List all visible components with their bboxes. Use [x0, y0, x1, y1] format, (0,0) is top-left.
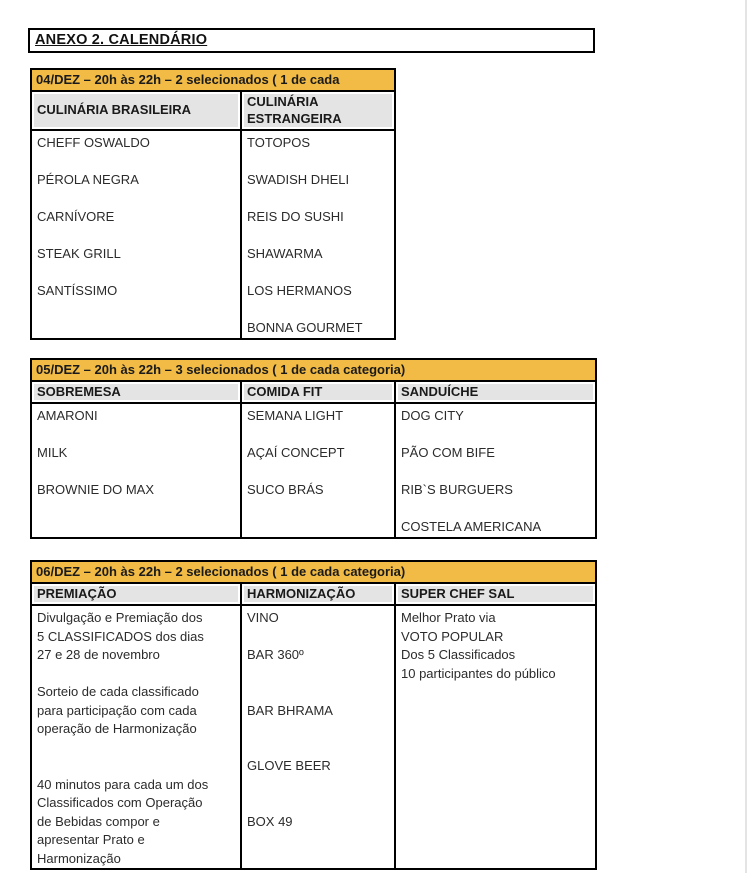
cell-line: VOTO POPULAR: [401, 628, 504, 644]
cell-line: [247, 264, 390, 283]
cell-line: CHEFF OSWALDO: [37, 135, 150, 150]
cell-line: [37, 463, 236, 482]
cell-line: AÇAÍ CONCEPT: [247, 445, 345, 460]
cell-line: BROWNIE DO MAX: [37, 482, 155, 497]
cell-line: BAR BHRAMA: [247, 702, 333, 718]
cell-line: AMARONI: [37, 408, 98, 423]
cell-line: SANTÍSSIMO: [37, 283, 118, 298]
cell-line: Divulgação e Premiação dos: [37, 610, 203, 625]
cell-line: CARNÍVORE: [37, 209, 115, 224]
cell-line: para participação com cada: [37, 702, 197, 718]
table-cell-culinaria-estrangeira: [241, 130, 395, 339]
cell-line: [247, 683, 390, 702]
table-cell-harmonizacao: [241, 605, 395, 869]
cell-line: 40 minutos para cada um dos: [37, 776, 209, 792]
table-cell-comida-fit: [241, 403, 395, 538]
cell-line: 5 CLASSIFICADOS dos dias: [37, 628, 204, 644]
cell-line: RIB`S BURGUERS: [401, 482, 513, 497]
column-header-sobremesa: SOBREMESA: [31, 381, 241, 404]
column-header-comida-fit: COMIDA FIT: [241, 381, 395, 404]
cell-line: MILK: [37, 445, 68, 460]
cell-line: BONNA GOURMET: [247, 320, 363, 335]
cell-line: 27 e 28 de novembro: [37, 647, 160, 662]
column-header-premiacao: PREMIAÇÃO: [31, 583, 241, 606]
cell-line: Sorteio de cada classificado: [37, 684, 199, 699]
calendar-table-05dez: [30, 358, 597, 539]
cell-line: DOG CITY: [401, 408, 464, 423]
cell-line: [247, 463, 390, 482]
table-cell-sobremesa: [31, 403, 241, 538]
cell-line: Harmonização: [37, 850, 121, 866]
cell-line: 10 participantes do público: [401, 665, 556, 681]
table-cell-culinaria-brasileira: [31, 130, 241, 339]
cell-line: [247, 153, 390, 172]
cell-line: operação de Harmonização: [37, 721, 197, 736]
cell-line: SUCO BRÁS: [247, 482, 324, 497]
cell-line: [247, 739, 390, 758]
cell-line: BAR 360º: [247, 647, 304, 662]
cell-line: GLOVE BEER: [247, 758, 331, 773]
cell-line: [401, 500, 591, 519]
cell-line: [247, 665, 390, 684]
cell-line: BOX 49: [247, 813, 293, 829]
cell-line: SEMANA LIGHT: [247, 408, 344, 423]
cell-line: apresentar Prato e: [37, 832, 145, 847]
calendar-table-04dez: [30, 68, 396, 340]
cell-line: Dos 5 Classificados: [401, 647, 516, 662]
cell-line: SHAWARMA: [247, 246, 323, 261]
column-header-super-chef-sal: SUPER CHEF SAL: [395, 583, 596, 606]
title-box: [28, 28, 595, 53]
cell-line: [37, 426, 236, 445]
cell-line: REIS DO SUSHI: [247, 209, 344, 224]
cell-line: [247, 776, 390, 795]
cell-line: [247, 794, 390, 813]
table-cell-super-chef-sal: [395, 605, 596, 869]
column-header-sanduiche: SANDUÍCHE: [395, 381, 596, 404]
column-header-culinaria-estrangeira: CULINÁRIA ESTRANGEIRA: [241, 91, 395, 130]
cell-line: [401, 426, 591, 445]
cell-line: [247, 720, 390, 739]
table-banner-06dez: 06/DEZ – 20h às 22h – 2 selecionados ( 1 de cada categoria): [31, 561, 596, 583]
cell-line: [247, 301, 390, 320]
cell-line: [37, 739, 236, 758]
cell-line: de Bebidas compor e: [37, 813, 160, 829]
cell-line: SWADISH DHELI: [247, 172, 350, 187]
cell-line: TOTOPOS: [247, 135, 311, 150]
cell-line: PÉROLA NEGRA: [37, 172, 139, 187]
cell-line: COSTELA AMERICANA: [401, 519, 542, 534]
cell-line: [37, 264, 236, 283]
cell-line: [247, 426, 390, 445]
page-edge-line: [745, 0, 747, 873]
cell-line: [247, 628, 390, 647]
column-header-culinaria-brasileira: CULINÁRIA BRASILEIRA: [31, 91, 241, 130]
cell-line: STEAK GRILL: [37, 246, 121, 261]
cell-line: [37, 665, 236, 684]
cell-line: [37, 190, 236, 209]
column-header-harmonizacao: HARMONIZAÇÃO: [241, 583, 395, 606]
cell-line: LOS HERMANOS: [247, 283, 352, 298]
table-cell-sanduiche: [395, 403, 596, 538]
cell-line: [247, 190, 390, 209]
cell-line: [37, 227, 236, 246]
cell-line: Melhor Prato via: [401, 610, 496, 625]
cell-line: [401, 463, 591, 482]
calendar-table-06dez: [30, 560, 597, 871]
cell-line: VINO: [247, 610, 279, 625]
page-title: ANEXO 2. CALENDÁRIO: [35, 32, 208, 48]
cell-line: [37, 757, 236, 776]
cell-line: [37, 153, 236, 172]
table-banner-05dez: 05/DEZ – 20h às 22h – 3 selecionados ( 1 de cada categoria): [31, 359, 596, 381]
table-banner-04dez: 04/DEZ – 20h às 22h – 2 selecionados ( 1 de cada: [31, 69, 395, 91]
table-cell-premiacao: [31, 605, 241, 869]
cell-line: PÃO COM BIFE: [401, 445, 495, 460]
cell-line: [247, 227, 390, 246]
cell-line: Classificados com Operação: [37, 795, 203, 810]
